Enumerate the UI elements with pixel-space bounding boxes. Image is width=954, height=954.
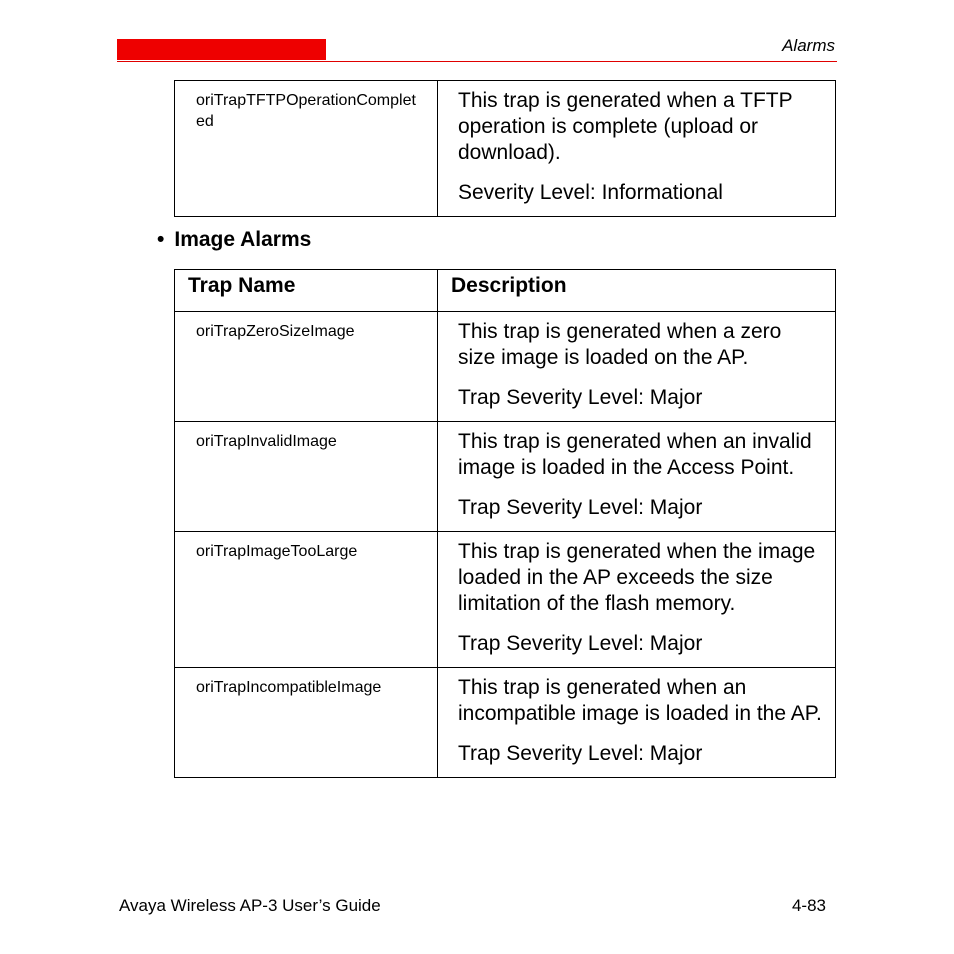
trap-name: oriTrapInvalidImage: [175, 422, 438, 532]
trap-description: This trap is generated when an invalid image is loaded in the Access Point.: [458, 430, 812, 479]
table-row: [175, 532, 836, 668]
trap-description: This trap is generated when the image loaded in the AP exceeds the size limitation of the flash memory.: [458, 540, 816, 615]
column-header-trap-name: Trap Name: [175, 270, 438, 312]
section-title: Alarms: [782, 36, 835, 55]
table-header-row: [175, 270, 836, 312]
trap-severity: Trap Severity Level: Major: [458, 386, 703, 409]
footer-page-number: 4-83: [791, 896, 826, 915]
trap-name: oriTrapIncompatibleImage: [175, 668, 438, 778]
header-rule: [117, 61, 837, 62]
image-alarms-table: [174, 269, 836, 778]
trap-description: This trap is generated when a zero size image is loaded on the AP.: [458, 320, 782, 369]
trap-description: This trap is generated when an incompatible image is loaded in the AP.: [458, 676, 822, 725]
table-row: [175, 422, 836, 532]
trap-name: oriTrapImageTooLarge: [175, 532, 438, 668]
trap-name: oriTrapZeroSizeImage: [175, 312, 438, 422]
trap-severity: Severity Level: Informational: [458, 181, 723, 204]
trap-description-cell: [438, 532, 836, 668]
trap-severity: Trap Severity Level: Major: [458, 632, 703, 655]
trap-description-cell: [438, 668, 836, 778]
table-row: [175, 312, 836, 422]
trap-description-cell: [438, 81, 836, 217]
trap-description: This trap is generated when a TFTP operation is complete (upload or download).: [458, 89, 793, 164]
column-header-description: Description: [438, 270, 836, 312]
image-alarms-heading: [157, 228, 311, 252]
footer-guide-title: Avaya Wireless AP-3 User’s Guide: [119, 896, 381, 915]
continued-trap-table: [174, 80, 836, 217]
trap-description-cell: [438, 422, 836, 532]
table-row: [175, 668, 836, 778]
bullet-icon: •: [157, 228, 165, 251]
header-accent-bar: [117, 39, 326, 60]
trap-name: oriTrapTFTPOperationCompleted: [175, 81, 438, 217]
trap-severity: Trap Severity Level: Major: [458, 742, 703, 765]
trap-severity: Trap Severity Level: Major: [458, 496, 703, 519]
trap-description-cell: [438, 312, 836, 422]
heading-text: Image Alarms: [174, 228, 312, 251]
table-row: [175, 81, 836, 217]
